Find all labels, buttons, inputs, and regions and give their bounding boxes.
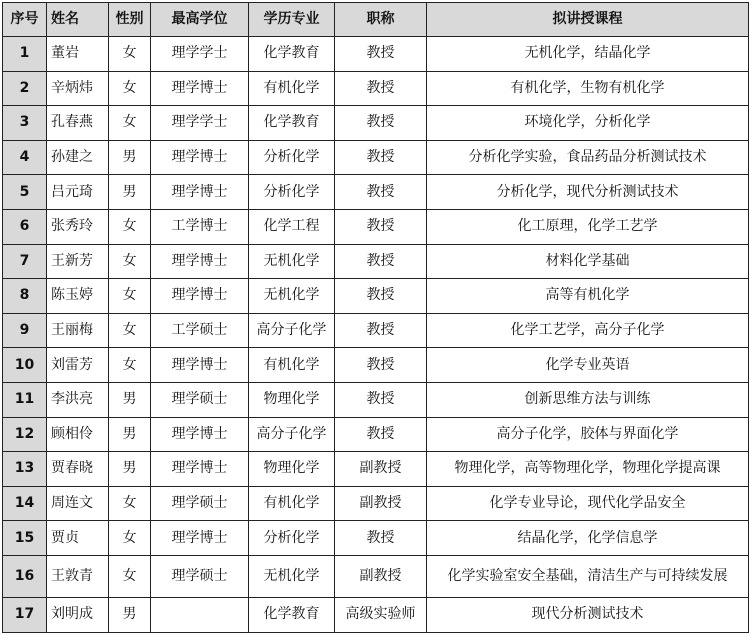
degree-cell: 理学博士 xyxy=(151,175,249,210)
major-cell: 无机化学 xyxy=(249,244,335,279)
title-cell: 教授 xyxy=(335,140,427,175)
title-cell: 教授 xyxy=(335,521,427,556)
faculty-table xyxy=(2,2,749,633)
title-cell: 副教授 xyxy=(335,486,427,521)
degree-cell: 理学学士 xyxy=(151,106,249,141)
name-cell: 李洪亮 xyxy=(47,382,109,417)
degree-cell: 理学博士 xyxy=(151,348,249,383)
name-cell: 刘明成 xyxy=(47,597,109,632)
header-seq: 序号 xyxy=(3,3,47,37)
courses-cell: 分析化学实验，食品药品分析测试技术 xyxy=(427,140,749,175)
gender-cell: 女 xyxy=(109,71,151,106)
seq-cell: 12 xyxy=(3,417,47,452)
name-cell: 贾春晓 xyxy=(47,452,109,487)
gender-cell: 女 xyxy=(109,37,151,72)
gender-cell: 女 xyxy=(109,348,151,383)
table-row xyxy=(3,37,749,72)
title-cell: 教授 xyxy=(335,417,427,452)
gender-cell: 女 xyxy=(109,313,151,348)
seq-cell: 7 xyxy=(3,244,47,279)
table-row xyxy=(3,279,749,314)
degree-cell: 理学博士 xyxy=(151,521,249,556)
name-cell: 周连文 xyxy=(47,486,109,521)
table-row xyxy=(3,209,749,244)
table-row xyxy=(3,486,749,521)
header-row xyxy=(3,3,749,37)
major-cell: 分析化学 xyxy=(249,175,335,210)
gender-cell: 男 xyxy=(109,382,151,417)
title-cell: 教授 xyxy=(335,71,427,106)
name-cell: 张秀玲 xyxy=(47,209,109,244)
major-cell: 无机化学 xyxy=(249,279,335,314)
seq-cell: 4 xyxy=(3,140,47,175)
table-row xyxy=(3,382,749,417)
major-cell: 化学教育 xyxy=(249,37,335,72)
major-cell: 有机化学 xyxy=(249,486,335,521)
major-cell: 无机化学 xyxy=(249,555,335,597)
gender-cell: 女 xyxy=(109,106,151,141)
seq-cell: 8 xyxy=(3,279,47,314)
degree-cell: 理学学士 xyxy=(151,37,249,72)
courses-cell: 物理化学，高等物理化学，物理化学提高课 xyxy=(427,452,749,487)
major-cell: 分析化学 xyxy=(249,521,335,556)
title-cell: 教授 xyxy=(335,37,427,72)
major-cell: 有机化学 xyxy=(249,71,335,106)
degree-cell: 理学博士 xyxy=(151,279,249,314)
table-row xyxy=(3,313,749,348)
major-cell: 化学教育 xyxy=(249,106,335,141)
degree-cell: 工学博士 xyxy=(151,209,249,244)
name-cell: 顾相伶 xyxy=(47,417,109,452)
gender-cell: 男 xyxy=(109,452,151,487)
courses-cell: 创新思维方法与训练 xyxy=(427,382,749,417)
gender-cell: 女 xyxy=(109,209,151,244)
table-row xyxy=(3,71,749,106)
seq-cell: 11 xyxy=(3,382,47,417)
seq-cell: 13 xyxy=(3,452,47,487)
table-row xyxy=(3,521,749,556)
seq-cell: 3 xyxy=(3,106,47,141)
courses-cell: 分析化学，现代分析测试技术 xyxy=(427,175,749,210)
title-cell: 副教授 xyxy=(335,452,427,487)
name-cell: 陈玉婷 xyxy=(47,279,109,314)
name-cell: 辛炳炜 xyxy=(47,71,109,106)
name-cell: 王敦青 xyxy=(47,555,109,597)
seq-cell: 1 xyxy=(3,37,47,72)
title-cell: 高级实验师 xyxy=(335,597,427,632)
seq-cell: 10 xyxy=(3,348,47,383)
major-cell: 分析化学 xyxy=(249,140,335,175)
courses-cell: 材料化学基础 xyxy=(427,244,749,279)
gender-cell: 女 xyxy=(109,244,151,279)
degree-cell xyxy=(151,597,249,632)
major-cell: 高分子化学 xyxy=(249,313,335,348)
gender-cell: 男 xyxy=(109,175,151,210)
major-cell: 物理化学 xyxy=(249,382,335,417)
major-cell: 有机化学 xyxy=(249,348,335,383)
table-body xyxy=(3,37,749,633)
courses-cell: 化学专业导论，现代化学品安全 xyxy=(427,486,749,521)
seq-cell: 5 xyxy=(3,175,47,210)
courses-cell: 化工原理，化学工艺学 xyxy=(427,209,749,244)
seq-cell: 2 xyxy=(3,71,47,106)
gender-cell: 男 xyxy=(109,140,151,175)
table-row xyxy=(3,555,749,597)
major-cell: 物理化学 xyxy=(249,452,335,487)
header-courses: 拟讲授课程 xyxy=(427,3,749,37)
title-cell: 教授 xyxy=(335,106,427,141)
name-cell: 董岩 xyxy=(47,37,109,72)
courses-cell: 化学工艺学，高分子化学 xyxy=(427,313,749,348)
table-row xyxy=(3,175,749,210)
courses-cell: 环境化学，分析化学 xyxy=(427,106,749,141)
header-name: 姓名 xyxy=(47,3,109,37)
degree-cell: 理学硕士 xyxy=(151,382,249,417)
courses-cell: 结晶化学，化学信息学 xyxy=(427,521,749,556)
courses-cell: 无机化学，结晶化学 xyxy=(427,37,749,72)
degree-cell: 理学博士 xyxy=(151,71,249,106)
seq-cell: 15 xyxy=(3,521,47,556)
header-degree: 最高学位 xyxy=(151,3,249,37)
seq-cell: 14 xyxy=(3,486,47,521)
degree-cell: 理学硕士 xyxy=(151,486,249,521)
title-cell: 教授 xyxy=(335,382,427,417)
seq-cell: 6 xyxy=(3,209,47,244)
header-gender: 性别 xyxy=(109,3,151,37)
name-cell: 孙建之 xyxy=(47,140,109,175)
seq-cell: 16 xyxy=(3,555,47,597)
degree-cell: 理学博士 xyxy=(151,244,249,279)
degree-cell: 理学硕士 xyxy=(151,555,249,597)
header-title: 职称 xyxy=(335,3,427,37)
title-cell: 教授 xyxy=(335,244,427,279)
courses-cell: 化学专业英语 xyxy=(427,348,749,383)
name-cell: 孔春燕 xyxy=(47,106,109,141)
courses-cell: 化学实验室安全基础，清洁生产与可持续发展 xyxy=(427,555,749,597)
courses-cell: 高分子化学，胶体与界面化学 xyxy=(427,417,749,452)
title-cell: 教授 xyxy=(335,209,427,244)
name-cell: 王新芳 xyxy=(47,244,109,279)
courses-cell: 有机化学，生物有机化学 xyxy=(427,71,749,106)
seq-cell: 9 xyxy=(3,313,47,348)
major-cell: 化学教育 xyxy=(249,597,335,632)
degree-cell: 理学博士 xyxy=(151,417,249,452)
title-cell: 教授 xyxy=(335,348,427,383)
major-cell: 化学工程 xyxy=(249,209,335,244)
courses-cell: 现代分析测试技术 xyxy=(427,597,749,632)
title-cell: 教授 xyxy=(335,279,427,314)
name-cell: 刘雷芳 xyxy=(47,348,109,383)
table-row xyxy=(3,348,749,383)
table-row xyxy=(3,244,749,279)
name-cell: 吕元琦 xyxy=(47,175,109,210)
title-cell: 教授 xyxy=(335,175,427,210)
title-cell: 副教授 xyxy=(335,555,427,597)
name-cell: 贾贞 xyxy=(47,521,109,556)
table-row xyxy=(3,417,749,452)
title-cell: 教授 xyxy=(335,313,427,348)
gender-cell: 女 xyxy=(109,279,151,314)
table-row xyxy=(3,597,749,632)
gender-cell: 女 xyxy=(109,555,151,597)
gender-cell: 男 xyxy=(109,597,151,632)
seq-cell: 17 xyxy=(3,597,47,632)
major-cell: 高分子化学 xyxy=(249,417,335,452)
gender-cell: 女 xyxy=(109,521,151,556)
degree-cell: 理学博士 xyxy=(151,140,249,175)
degree-cell: 理学博士 xyxy=(151,452,249,487)
table-row xyxy=(3,106,749,141)
degree-cell: 工学硕士 xyxy=(151,313,249,348)
courses-cell: 高等有机化学 xyxy=(427,279,749,314)
table-row xyxy=(3,140,749,175)
gender-cell: 男 xyxy=(109,417,151,452)
gender-cell: 女 xyxy=(109,486,151,521)
table-row xyxy=(3,452,749,487)
name-cell: 王丽梅 xyxy=(47,313,109,348)
header-major: 学历专业 xyxy=(249,3,335,37)
